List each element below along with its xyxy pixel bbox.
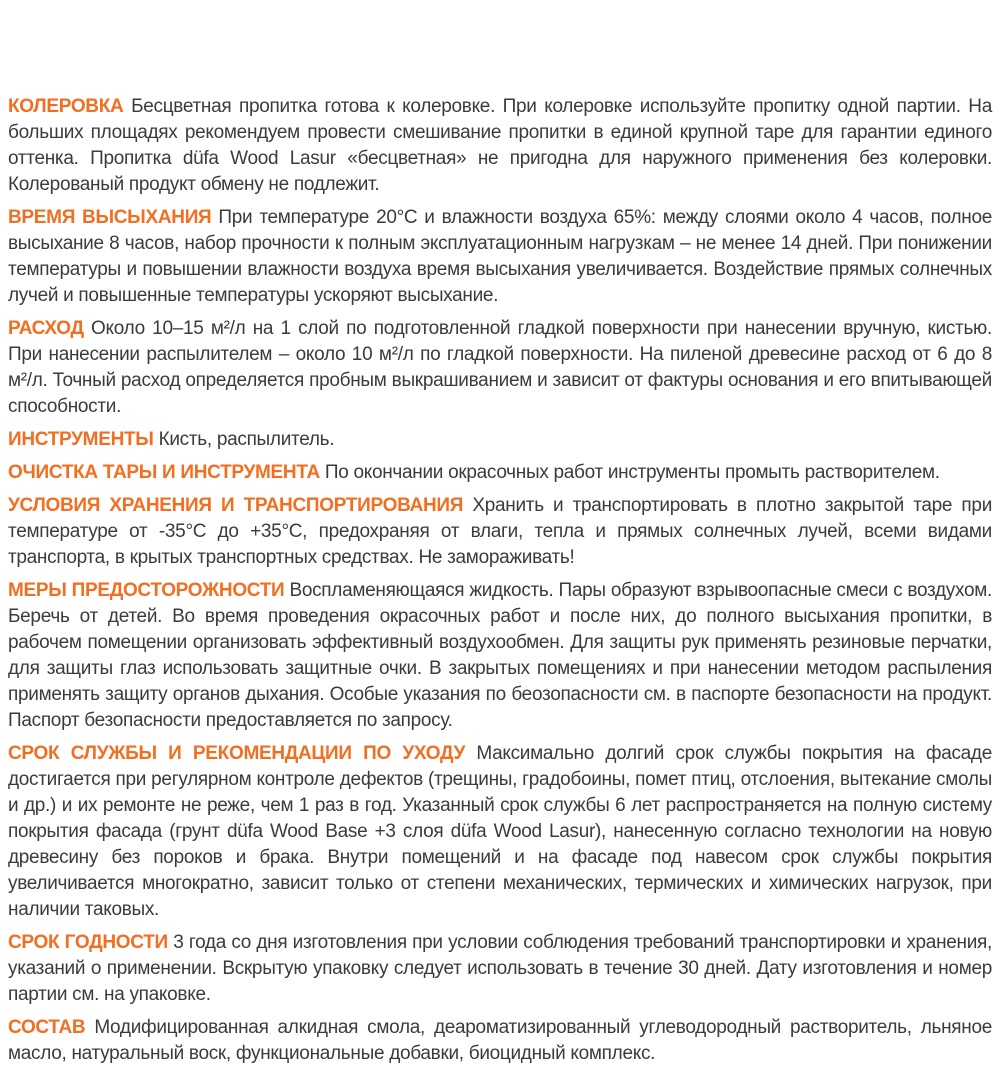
section-drying-time: [8, 205, 992, 309]
section-cleaning: [8, 460, 992, 486]
section-tools: [8, 427, 992, 453]
section-text-service-life: Максимально долгий срок службы покрытия на фасаде достигается при регулярном контроле дефектов (трещины, градобоины, помет птиц, отслоения, вытекание смолы и др.) и их ремонте не реже, чем 1 раз в год. Указанный срок службы 6 лет распространяется на полную систему покрытия фасада (грунт düfa Wood Base +3 слоя düfa Wood Lasur), нанесенную согласно технологии на новую древесину без пороков и брака. Внутри помещений и на фасаде под навесом срок службы покрытия увеличивается многократно, зависит только от степени механических, термических и химических нагрузок, при наличии таковых.: [8, 743, 992, 920]
section-text-composition: Модифицированная алкидная смола, деароматизированный углеводородный растворитель, льняное масло, натуральный воск, функциональные добавки, биоцидный комплекс.: [8, 1017, 992, 1064]
section-heading-service-life: СРОК СЛУЖБЫ И РЕКОМЕНДАЦИИ ПО УХОДУ: [8, 743, 465, 764]
section-tinting: [8, 94, 992, 198]
section-consumption: [8, 316, 992, 420]
section-text-consumption: Около 10–15 м²/л на 1 слой по подготовленной гладкой поверхности при нанесении вручную, кистью. При нанесении распылителем – около 10 м²/л по гладкой поверхности. На пиленой древесине расход от 6 до 8 м²/л. Точный расход определяется пробным выкрашиванием и зависит от фактуры основания и его впитывающей способности.: [8, 318, 992, 417]
section-heading-storage-transport: УСЛОВИЯ ХРАНЕНИЯ И ТРАНСПОРТИРОВАНИЯ: [8, 495, 464, 516]
section-text-storage-transport: Хранить и транспортировать в плотно закрытой таре при температуре от -35°С до +35°С, предохраняя от влаги, тепла и прямых солнечных лучей, всеми видами транспорта, в крытых транспортных средствах. Не замораживать!: [8, 495, 993, 568]
section-text-tools: Кисть, распылитель.: [158, 429, 335, 450]
section-heading-tinting: КОЛЕРОВКА: [8, 96, 124, 117]
section-heading-tools: ИНСТРУМЕНТЫ: [8, 429, 154, 450]
section-text-drying-time: При температуре 20°С и влажности воздуха 65%: между слоями около 4 часов, полное высыхание 8 часов, набор прочности к полным эксплуатационным нагрузкам – не менее 14 дней. При понижении температуры и повышении влажности воздуха время высыхания увеличивается. Воздействие прямых солнечных лучей и повышенные температуры ускоряют высыхание.: [8, 207, 993, 306]
section-heading-cleaning: ОЧИСТКА ТАРЫ И ИНСТРУМЕНТА: [8, 462, 320, 483]
section-heading-shelf-life: СРОК ГОДНОСТИ: [8, 932, 168, 953]
section-text-cleaning: По окончании окрасочных работ инструменты промыть растворителем.: [324, 462, 940, 483]
section-text-precautions: Воспламеняющаяся жидкость. Пары образуют взрывоопасные смеси с воздухом. Беречь от детей. Во время проведения окрасочных работ и после них, до полного высыхания пропитки, в рабочем помещении организовать эффективный воздухообмен. Для защиты рук применять резиновые перчатки, для защиты глаз использовать защитные очки. В закрытых помещениях и при нанесении методом распыления применять защиту органов дыхания. Особые указания по беозопасности см. в паспорте безопасности на продукт. Паспорт безопасности предоставляется по запросу.: [8, 580, 992, 731]
section-heading-precautions: МЕРЫ ПРЕДОСТОРОЖНОСТИ: [8, 580, 285, 601]
section-shelf-life: [8, 930, 992, 1008]
section-text-shelf-life: 3 года со дня изготовления при условии соблюдения требований транспортировки и хранения, указаний о применении. Вскрытую упаковку следует использовать в течение 30 дней. Дату изготовления и номер партии см. на упаковке.: [8, 932, 993, 1005]
section-composition: [8, 1015, 992, 1067]
section-precautions: [8, 578, 992, 734]
section-storage-transport: [8, 493, 992, 571]
section-heading-consumption: РАСХОД: [8, 318, 84, 339]
section-heading-drying-time: ВРЕМЯ ВЫСЫХАНИЯ: [8, 207, 212, 228]
section-text-tinting: Бесцветная пропитка готова к колеровке. При колеровке используйте пропитку одной партии. На больших площадях рекомендуем провести смешивание пропитки в единой крупной таре для гарантии единого оттенка. Пропитка düfa Wood Lasur «бесцветная» не пригодна для наружного применения без колеровки. Колерованый продукт обмену не подлежит.: [8, 96, 992, 195]
section-service-life: [8, 741, 992, 923]
section-heading-composition: СОСТАВ: [8, 1017, 86, 1038]
